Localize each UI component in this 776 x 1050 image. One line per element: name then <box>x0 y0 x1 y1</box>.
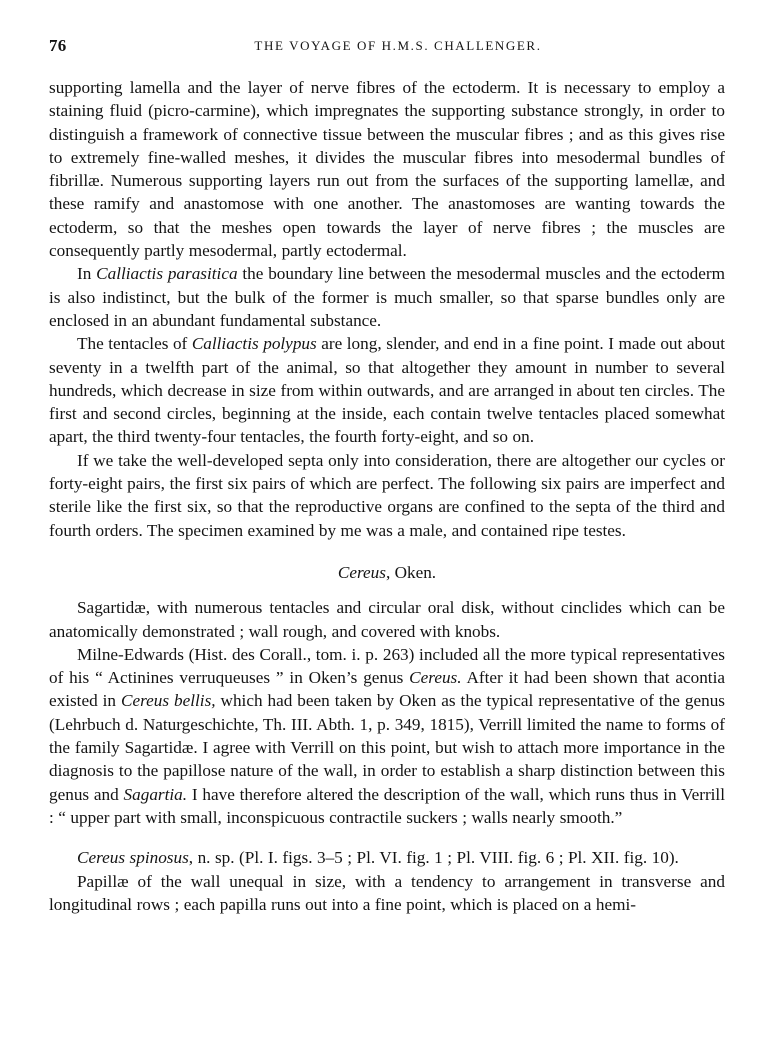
species-heading <box>49 846 725 869</box>
text-run: Milne-Edwards (Hist. des Corall., tom. i. p. 263) included all the more typical representatives of his “ Actinines verruqueuses ” in Oken’s genus <box>49 644 725 688</box>
text-run: After it had been shown that acontia existed in <box>49 668 725 711</box>
section-body <box>49 596 725 829</box>
text-run: The tentacles of <box>77 334 192 354</box>
page-number: 76 <box>49 36 67 55</box>
paragraph <box>49 596 725 643</box>
text-run: I have therefore altered the description of the wall, which runs thus in Verrill : “ upper part with small, inconspicuous contractile suckers ; walls nearly smooth.” <box>49 784 725 827</box>
paragraph <box>49 870 725 917</box>
text-run: which had been taken by Oken as the typical representative of the genus (Lehrbuch d. Naturgeschichte, Th. III. Abth. 1, p. 349, 1815), Verrill limited the name to forms of the family Sagartidæ. I agree with Verrill on this point, but wish to attach more importance in the diagnosis to the papillose nature of the wall, in order to establish a sharp distinction between this genus and <box>49 691 725 804</box>
italic-text: Sagartia. <box>123 784 188 804</box>
paragraph <box>49 332 725 448</box>
paragraph <box>49 643 725 829</box>
running-title: THE VOYAGE OF H.M.S. CHALLENGER. <box>254 38 542 53</box>
italic-text: Calliactis parasitica <box>96 264 238 284</box>
text-run: are long, slender, and end in a fine point. I made out about seventy in a twelfth part of the animal, so that altogether they amount in number to several hundreds, which decrease in size from within outwards, and are arranged in about ten circles. The first and second circles, beginning at the inside, each contain twelve tentacles placed somewhat apart, the third twenty-four tentacles, the fourth forty-eight, and so on. <box>49 334 726 447</box>
paragraph <box>49 262 725 332</box>
paragraph <box>49 449 725 542</box>
section-heading <box>49 561 725 584</box>
text-run: If we take the well-developed septa only into consideration, there are altogether our cycles or forty-eight pairs, the first six pairs of which are perfect. The following six pairs are imperfect and sterile like the first six, so that the reproductive organs are confined to the septa of the third and fourth orders. The specimen examined by me was a male, and contained ripe testes. <box>49 450 725 540</box>
species-name: Cereus spinosus <box>77 848 189 868</box>
italic-text: Cereus. <box>409 668 462 688</box>
text-run: supporting lamella and the layer of nerve fibres of the ectoderm. It is necessary to employ a staining fluid (picro-carmine), which impregnates the supporting substance strongly, in order to distinguish a framework of connective tissue between the muscular fibres ; and as this gives rise to extremely fine-walled meshes, it divides the muscular fibres into mesodermal bundles of fibrillæ. Numerous supporting layers run out from the surfaces of the supporting lamellæ, and these ramify and anastomose with one another. The anastomoses are wanting towards the ectoderm, so that the meshes open towards the layer of nerve fibres ; the muscles are consequently partly mesodermal, partly ectodermal. <box>49 78 725 261</box>
genus-author: , Oken. <box>385 562 437 582</box>
text-run: Papillæ of the wall unequal in size, with a tendency to arrangement in transverse and longitudinal rows ; each papilla runs out into a fine point, which is placed on a hemi- <box>49 871 725 914</box>
running-head <box>49 36 725 60</box>
page <box>49 36 725 916</box>
body-text <box>49 76 725 542</box>
species-references: , n. sp. (Pl. I. figs. 3–5 ; Pl. VI. fig. 1 ; Pl. VIII. fig. 6 ; Pl. XII. fig. 10). <box>188 848 679 868</box>
paragraph <box>49 76 725 262</box>
italic-text: Cereus bellis, <box>121 691 216 711</box>
italic-text: Calliactis polypus <box>191 334 317 354</box>
text-run: In <box>77 264 97 284</box>
genus-name: Cereus <box>337 562 386 582</box>
text-run: the boundary line between the mesodermal muscles and the ectoderm is also indistinct, but the bulk of the former is much smaller, so that sparse bundles only are enclosed in an abundant fundamental substance. <box>49 264 725 330</box>
text-run: Sagartidæ, with numerous tentacles and circular oral disk, without cinclides which can be anatomically demonstrated ; wall rough, and covered with knobs. <box>49 598 725 641</box>
